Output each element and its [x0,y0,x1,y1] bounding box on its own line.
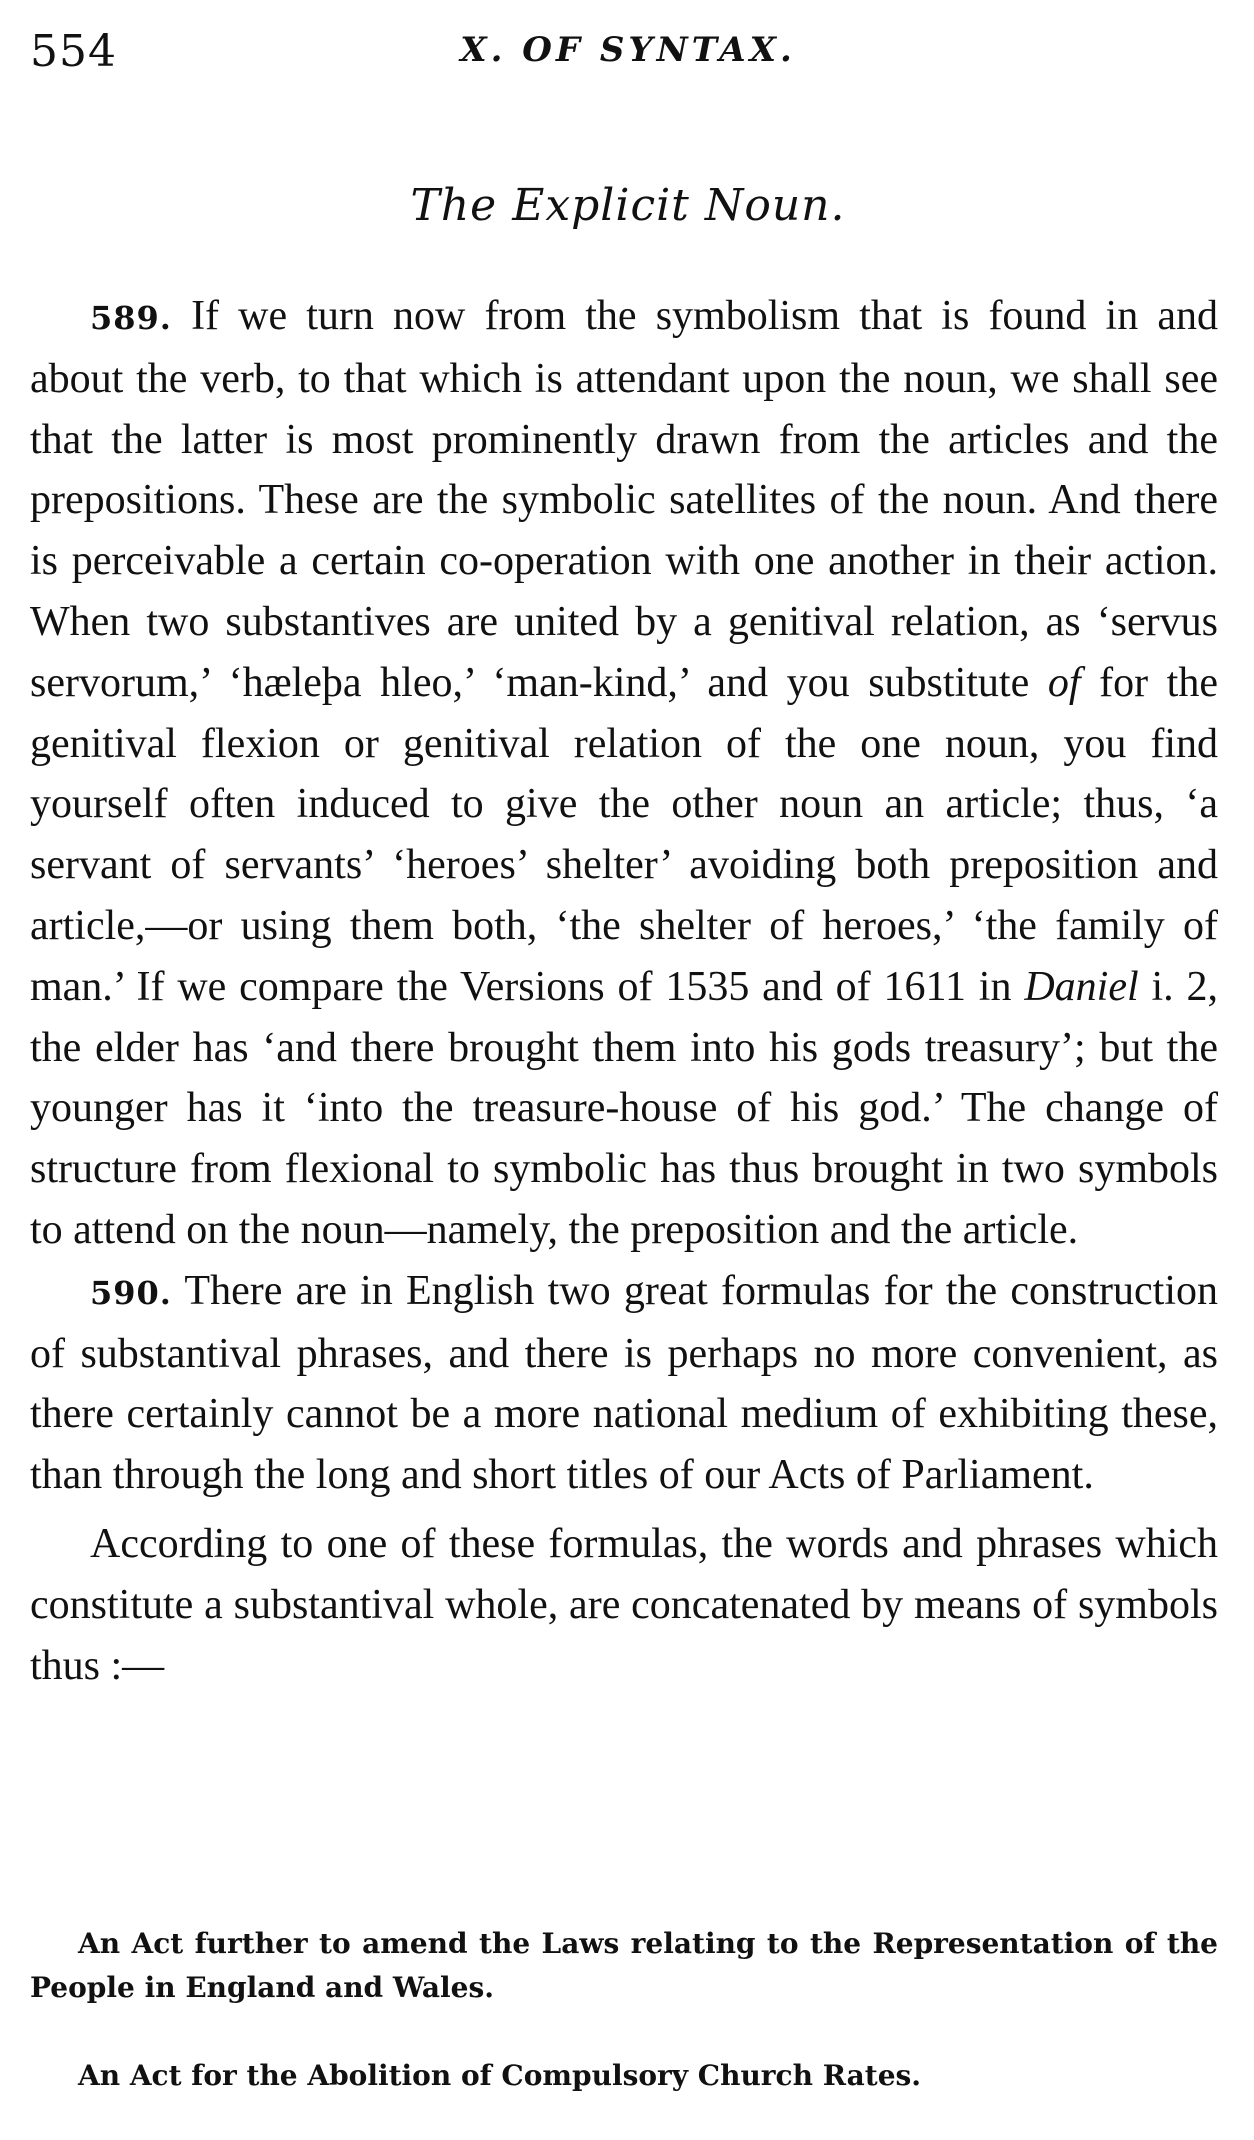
paragraph-590 [30,1261,1218,1506]
page-number: 554 [30,26,117,77]
paragraph-589 [30,286,1218,1261]
paragraph-formulas [30,1514,1218,1696]
italic-of: of [1047,659,1081,706]
page-header [30,18,1226,78]
act-title-2: An Act for the Abolition of Compulsory Church Rates. [78,2059,922,2092]
paragraph-text: There are in English two great formulas for the construction of substantival phrases, and there is perhaps no more convenient, as there certainly cannot be a more national medium of exhibiting these, than through the long and short titles of our Acts of Parliament. [30,1267,1218,1499]
paragraph-number: 589. [90,299,172,337]
paragraph-number: 590. [90,1273,172,1312]
section-title: The Explicit Noun. [410,180,846,231]
italic-daniel: Daniel [1024,963,1139,1010]
act-title-1: An Act further to amend the Laws relating to the Representation of the People in England and Wales. [30,1927,1218,2004]
paragraph-text: If we turn now from the symbolism that is found in and about the verb, to that which is attendant upon the noun, we shall see that the latter is most prominently drawn from the articles and the prepositions. These are the symbolic satellites of the noun. And there is perceivable a certain co-operation with one another in their action. When two substantives are united by a genitival relation, as ‘servus servorum,’ ‘hæleþa hleo,’ ‘man-kind,’ and you substitute [30,293,1218,706]
paragraph-text: According to one of these formulas, the words and phrases which constitute a substantival whole, are concatenated by means of symbols thus :— [30,1520,1218,1689]
body-text [30,286,1218,1696]
book-page [30,18,1226,2122]
paragraph-text: i. 2, the elder has ‘and there brought them into his gods treasury’; but the younger has it ‘into the treasure-house of his god.’ The change of structure from flexional to symbolic has thus brought in two symbols to attend on the noun—namely, the preposition and the article. [30,963,1218,1253]
running-head: X. OF SYNTAX. [460,30,796,70]
paragraph-text: for the genitival flexion or genitival relation of the one noun, you find yourself often induced to give the other noun an article; thus, ‘a servant of servants’ ‘heroes’ shelter’ avoiding both preposition and article,—or using them both, ‘the shelter of heroes,’ ‘the family of man.’ If we compare the Versions of 1535 and of 1611 in [30,659,1218,1010]
